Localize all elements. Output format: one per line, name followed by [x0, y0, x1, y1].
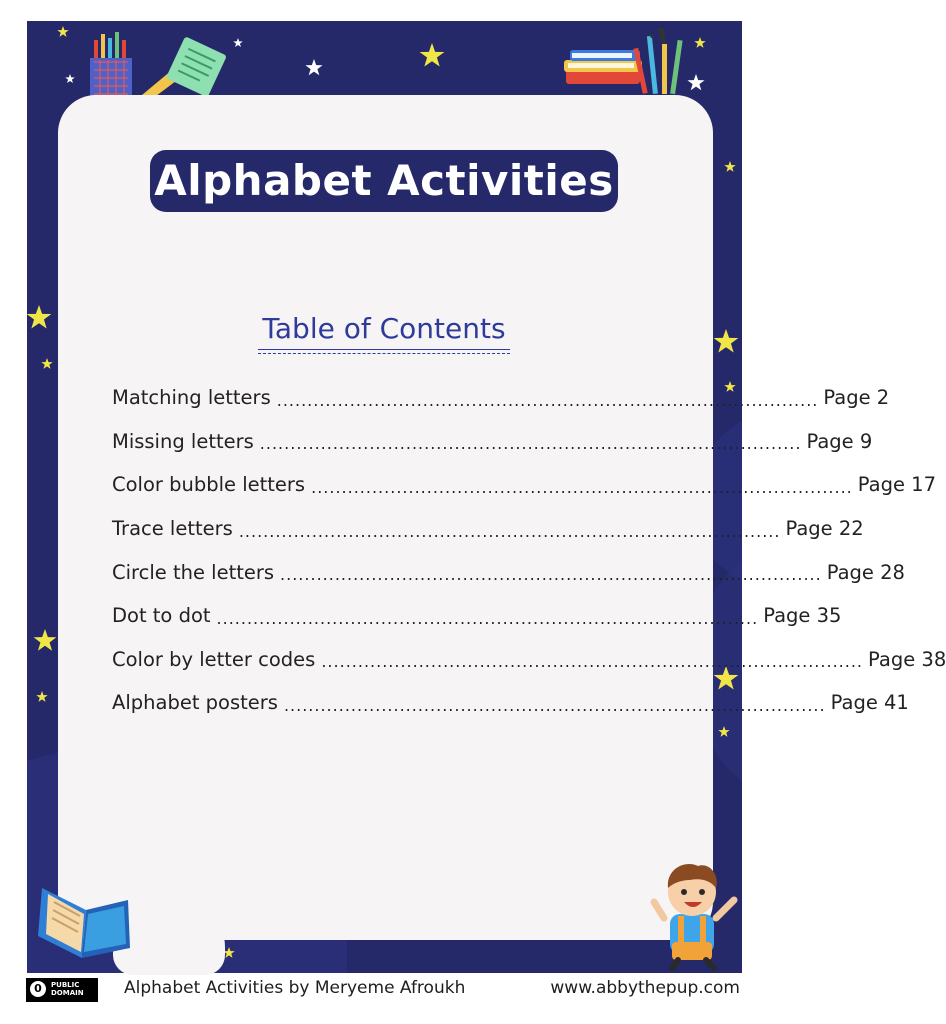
toc-entry-page: Page 35	[763, 604, 842, 628]
toc-entry-page: Page 9	[806, 429, 873, 453]
books-icon	[564, 50, 642, 84]
toc-leader-dots: .........................................................................................	[283, 695, 826, 715]
star-icon	[718, 726, 729, 737]
toc-entry-page: Page 38	[868, 647, 946, 671]
footer-credit: Alphabet Activities by Meryeme Afroukh	[124, 978, 466, 998]
open-book-icon	[36, 880, 136, 960]
star-icon	[36, 691, 47, 702]
pencil-cup-icon	[90, 32, 132, 102]
toc-entry	[112, 463, 936, 507]
toc-entry-page: Page 17	[857, 473, 936, 497]
toc-entry	[112, 594, 842, 638]
toc-entry-label: Missing letters	[112, 429, 254, 453]
toc-entry	[112, 420, 873, 464]
toc-entry	[112, 681, 909, 725]
public-domain-text	[51, 981, 84, 997]
document-title: Alphabet Activities	[150, 150, 618, 212]
toc-entry	[112, 507, 864, 551]
books-illustration	[562, 26, 712, 96]
toc-entry-label: Matching letters	[112, 386, 271, 410]
star-icon	[65, 74, 75, 83]
star-icon	[724, 161, 735, 172]
toc-entry-label: Circle the letters	[112, 560, 275, 584]
toc-entry-label: Alphabet posters	[112, 691, 278, 715]
toc-entry	[112, 376, 890, 420]
footer-url[interactable]: www.abbythepup.com	[550, 978, 740, 998]
public-domain-symbol: 0	[30, 981, 46, 997]
star-icon	[223, 947, 234, 958]
toc-entry-label: Color bubble letters	[112, 473, 306, 497]
toc-leader-dots: .........................................................................................	[276, 390, 819, 410]
notebook-icon	[166, 36, 227, 97]
star-icon	[420, 43, 445, 67]
toc-leader-dots: .........................................................................................	[216, 608, 759, 628]
school-supplies-illustration	[86, 30, 236, 102]
toc-entry-page: Page 28	[826, 560, 905, 584]
star-icon	[714, 329, 739, 353]
toc-leader-dots: .........................................................................................	[259, 434, 802, 454]
star-icon	[34, 629, 57, 651]
table-of-contents	[112, 376, 946, 725]
toc-entry-page: Page 2	[823, 386, 890, 410]
toc-heading: Table of Contents	[258, 309, 510, 350]
toc-entry-label: Trace letters	[112, 517, 233, 541]
toc-entry-page: Page 22	[785, 517, 864, 541]
toc-entry-label: Dot to dot	[112, 604, 211, 628]
toc-entry-page: Page 41	[830, 691, 909, 715]
public-domain-line1: PUBLIC	[51, 981, 80, 989]
toc-leader-dots: .........................................................................................	[311, 477, 853, 497]
star-icon	[41, 358, 52, 369]
star-icon	[305, 59, 322, 75]
public-domain-line2: DOMAIN	[51, 989, 84, 997]
page-footer	[0, 974, 768, 1004]
public-domain-icon	[26, 978, 98, 1002]
toc-entry-label: Color by letter codes	[112, 647, 316, 671]
toc-entry	[112, 638, 946, 682]
toc-leader-dots: .........................................................................................	[238, 521, 781, 541]
paintbrush-icon	[633, 28, 682, 94]
boy-illustration	[650, 858, 742, 970]
toc-leader-dots: .........................................................................................	[280, 565, 822, 585]
star-icon	[27, 305, 52, 329]
toc-entry	[112, 550, 905, 594]
star-icon	[57, 26, 68, 37]
toc-leader-dots: .........................................................................................	[321, 652, 863, 672]
